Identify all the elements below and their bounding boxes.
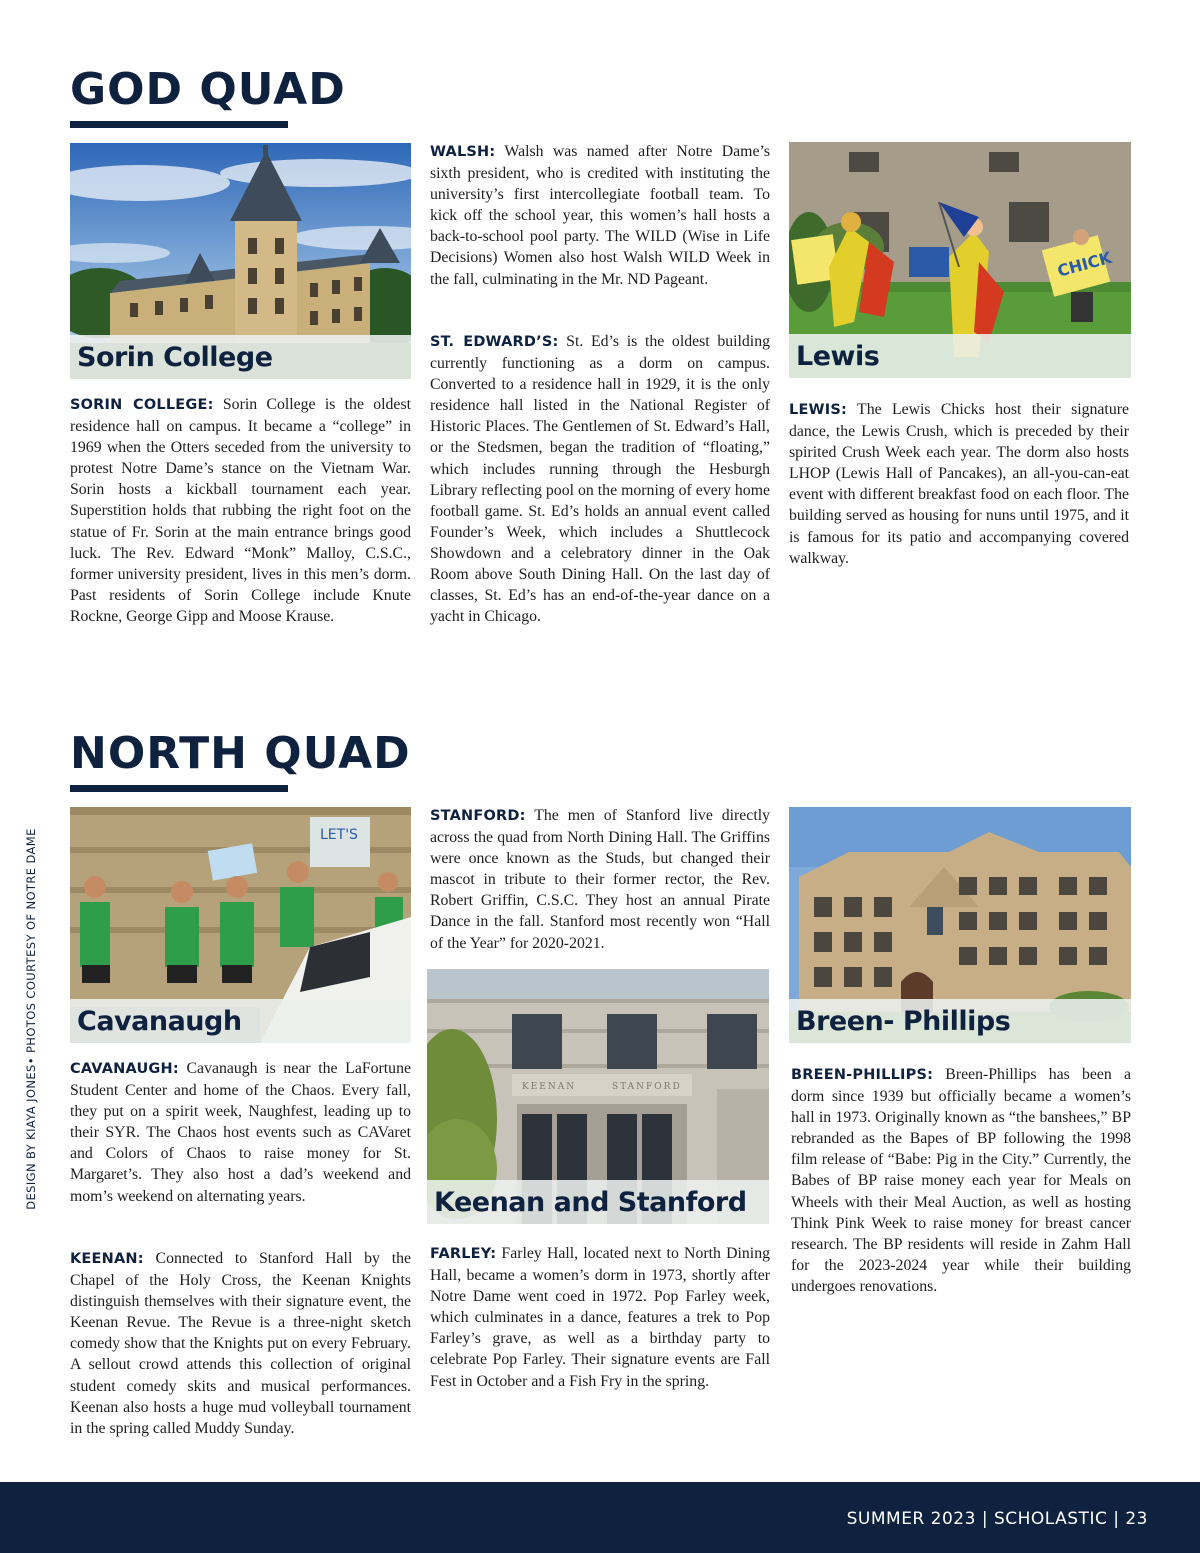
breen-phillips-photo [789, 807, 1131, 1043]
sorin-college-text: Sorin College is the oldest residence hall on campus. It became a “college” in 1969 when the Otters seceded from the university to protest Notre Dame’s stance on the Vietnam War. Sorin hosts a kickball tournament each year. Superstition holds that rubbing the right foot on the statue of Fr. Sorin at the main entrance brings good luck. The Rev. Edward “Monk” Malloy, C.S.C., former university president, lives in this men’s dorm. Past residents of Sorin College include Knute Rockne, George Gipp and Moose Krause. [70, 396, 411, 625]
photo-credit-text: DESIGN BY KIAYA JONES• PHOTOS COURTESY OF NOTRE DAME [24, 828, 38, 1210]
farley-entry [430, 1243, 770, 1392]
breen-phillips-entry [791, 1064, 1131, 1297]
cavanaugh-caption: Cavanaugh [70, 999, 411, 1043]
farley-text: Farley Hall, located next to North Dining Hall, became a women’s dorm in 1973, shortly after Notre Dame went coed in 1972. Pop Farley week, which culminates in a dance, features a trek to Pop Farley’s grave, as well as a birthday party to celebrate Pop Farley. Their signature events are Fall Fest in October and a Fish Fry in the spring. [430, 1245, 770, 1390]
cavanaugh-text: Cavanaugh is near the LaFortune Student Center and home of the Chaos. Every fall, they put on a spirit week, Naughfest, leading up to their SYR. The Chaos host events such as CAVaret and Colors of Chaos to raise money for St. Margaret’s. They also host a dad’s weekend and mom’s weekend on alternating years. [70, 1060, 411, 1205]
lewis-caption: Lewis [789, 334, 1131, 378]
sorin-college-entry [70, 394, 411, 627]
keenan-stanford-caption: Keenan and Stanford [427, 1180, 769, 1224]
lewis-text: The Lewis Chicks host their signature dance, the Lewis Crush, which is preceded by their spirited Crush Week each year. The dorm also hosts LHOP (Lewis Hall of Pancakes), an all-you-can-eat event with different breakfast food on each floor. The building served as housing for nuns until 1975, and it is famous for its patio and accompanying covered walkway. [789, 401, 1129, 567]
st-edwards-text: St. Ed’s is the oldest building currently functioning as a dorm on campus. Converted to a residence hall in 1929, it is the only residence hall listed in the National Register of Historic Places. The Gentlemen of St. Edward’s Hall, or the Stedsmen, began the tradition of “floating,” which includes running through the Hesburgh Library reflecting pool on the morning of every home football game. St. Ed’s holds an annual event called Founder’s Week, which includes a Shuttlecock Showdown and a celebratory dinner in the Oak Room above South Dining Hall. On the last day of classes, St. Ed’s has an end-of-the-year dance on a yacht in Chicago. [430, 333, 770, 626]
keenan-engraving: KEENAN [522, 1082, 577, 1092]
breen-phillips-label: BREEN-PHILLIPS: [791, 1067, 934, 1083]
walsh-entry [430, 141, 770, 290]
walsh-label: WALSH: [430, 144, 496, 160]
cav-sign-text: LET'S [320, 827, 358, 843]
stanford-entry [430, 805, 770, 954]
sorin-college-photo [70, 143, 411, 379]
cavanaugh-label: CAVANAUGH: [70, 1061, 179, 1077]
lewis-entry [789, 399, 1129, 569]
sorin-college-label: SORIN COLLEGE: [70, 397, 214, 413]
chick-sign-text: CHICK [1055, 247, 1114, 281]
breen-phillips-caption: Breen- Phillips [789, 999, 1131, 1043]
keenan-entry [70, 1248, 411, 1439]
farley-label: FARLEY: [430, 1246, 497, 1262]
lewis-label: LEWIS: [789, 402, 847, 418]
breen-phillips-text: Breen-Phillips has been a dorm since 1939 but officially became a women’s hall in 1973. Originally known as “the banshees,” BP rebranded as the Bapes of BP following the 1998 film release of “Babe: Pig in the City.” Currently, the Babes of BP raise money each year for Meals on Wheels with their Meal Auction, as well as hosting Think Pink Week to raise money for breast cancer research. The BP residents will reside in Zahm Hall for the 2023-2024 year while their building undergoes renovations. [791, 1066, 1131, 1295]
cavanaugh-photo [70, 807, 411, 1043]
footer-issue-and-page: SUMMER 2023 | SCHOLASTIC | 23 [846, 1509, 1148, 1529]
section-heading-north-quad: NORTH QUAD [70, 728, 411, 779]
sorin-college-caption: Sorin College [70, 335, 411, 379]
heading-underline [70, 785, 288, 792]
st-edwards-label: ST. EDWARD’S: [430, 334, 559, 350]
walsh-text: Walsh was named after Notre Dame’s sixth president, who is credited with instituting the university’s first intercollegiate football team. To kick off the school year, this women’s hall hosts a back-to-school pool party. The WILD (Wise in Life Decisions) Women also host Walsh WILD Week in the fall, culminating in the Mr. ND Pageant. [430, 143, 770, 288]
stanford-engraving: STANFORD [612, 1082, 682, 1092]
keenan-stanford-photo [427, 969, 769, 1224]
cavanaugh-entry [70, 1058, 411, 1207]
lewis-photo [789, 142, 1131, 378]
page-footer [0, 1482, 1200, 1553]
st-edwards-entry [430, 331, 770, 627]
stanford-text: The men of Stanford live directly across the quad from North Dining Hall. The Griffins were once known as the Studs, but changed their mascot in tribute to their former rector, the Rev. Robert Griffin, C.S.C. They host an annual Pirate Dance in the fall. Stanford most recently won “Hall of the Year” for 2020-2021. [430, 807, 770, 952]
heading-underline [70, 121, 288, 128]
photo-credit [19, 804, 43, 1234]
keenan-label: KEENAN: [70, 1251, 144, 1267]
stanford-label: STANFORD: [430, 808, 526, 824]
keenan-text: Connected to Stanford Hall by the Chapel of the Holy Cross, the Keenan Knights distinguish themselves with their signature event, the Keenan Revue. The Revue is a three-night sketch comedy show that the Knights put on every February. A sellout crowd attends this collection of original student comedy skits and musical performances. Keenan also hosts a huge mud volleyball tournament in the spring called Muddy Sunday. [70, 1250, 411, 1437]
section-heading-god-quad: GOD QUAD [70, 64, 346, 115]
